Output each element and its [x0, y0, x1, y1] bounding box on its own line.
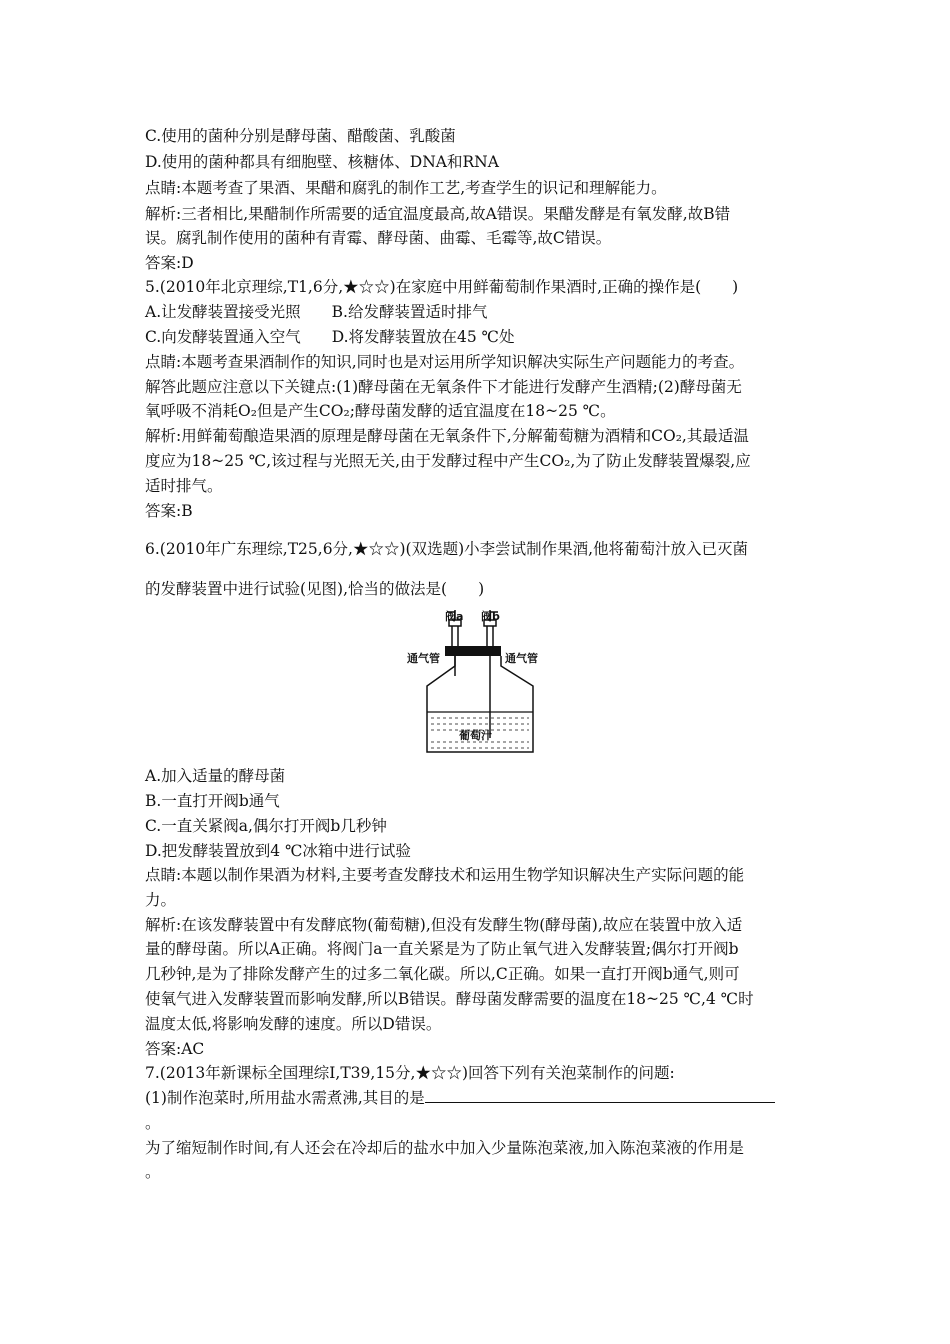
question-5-stem: 5.(2010年北京理综,T1,6分,★☆☆)在家庭中用鲜葡萄制作果酒时,正确的操作是( ) [145, 278, 739, 296]
text-line: 适时排气。 [145, 477, 223, 495]
text-line: 使氧气进入发酵装置而影响发酵,所以B错误。酵母菌发酵需要的温度在18~25 ℃,4 ℃时 [145, 990, 754, 1008]
question-7-stem: 7.(2013年新课标全国理综Ⅰ,T39,15分,★☆☆)回答下列有关泡菜制作的问题: [145, 1064, 675, 1082]
label-tube-left: 通气管 [407, 652, 440, 665]
question-6-option-a: A.加入适量的酵母菌 [145, 767, 286, 785]
text-line: D.使用的菌种都具有细胞壁、核糖体、DNA和RNA [145, 153, 499, 171]
question-6-stem: 6.(2010年广东理综,T25,6分,★☆☆)(双选题)小李尝试制作果酒,他将葡萄汁放入已灭菌 [145, 540, 749, 558]
text-line: 温度太低,将影响发酵的速度。所以D错误。 [145, 1015, 442, 1033]
text-line: 。 [145, 1114, 161, 1132]
question-7-part-1-text: (1)制作泡菜时,所用盐水需煮沸,其目的是 [145, 1089, 425, 1107]
text-line: 解答此题应注意以下关键点:(1)酵母菌在无氧条件下才能进行发酵产生酒精;(2)酵母菌无 [145, 378, 742, 396]
label-valve-a: 阀a [445, 610, 464, 623]
answer-line: 答案:AC [145, 1040, 205, 1058]
fermentation-apparatus-figure [405, 608, 555, 758]
question-5-options-cd: C.向发酵装置通入空气 D.将发酵装置放在45 ℃处 [145, 328, 515, 346]
question-6-stem-cont: 的发酵装置中进行试验(见图),恰当的做法是( ) [145, 580, 485, 598]
question-7-part-1 [145, 1088, 815, 1108]
text-line: 度应为18~25 ℃,该过程与光照无关,由于发酵过程中产生CO₂,为了防止发酵装置爆裂,应 [145, 452, 751, 470]
text-line: C.使用的菌种分别是酵母菌、醋酸菌、乳酸菌 [145, 127, 456, 145]
text-line: 点睛:本题以制作果酒为材料,主要考查发酵技术和运用生物学知识解决生产实际问题的能 [145, 866, 745, 884]
question-6-option-b: B.一直打开阀b通气 [145, 792, 280, 810]
question-6-option-d: D.把发酵装置放到4 ℃冰箱中进行试验 [145, 842, 411, 860]
text-line: 误。腐乳制作使用的菌种有青霉、酵母菌、曲霉、毛霉等,故C错误。 [145, 229, 612, 247]
text-line: 几秒钟,是为了排除发酵产生的过多二氧化碳。所以,C正确。如果一直打开阀b通气,则可 [145, 965, 740, 983]
text-line: 量的酵母菌。所以A正确。将阀门a一直关紧是为了防止氧气进入发酵装置;偶尔打开阀b [145, 940, 739, 958]
question-5-options-ab: A.让发酵装置接受光照 B.给发酵装置适时排气 [145, 303, 488, 321]
label-tube-right: 通气管 [505, 652, 538, 665]
text-line: 解析:用鲜葡萄酿造果酒的原理是酵母菌在无氧条件下,分解葡萄糖为酒精和CO₂,其最适温 [145, 427, 749, 445]
question-6-option-c: C.一直关紧阀a,偶尔打开阀b几秒钟 [145, 817, 387, 835]
text-line: 解析:三者相比,果醋制作所需要的适宜温度最高,故A错误。果醋发酵是有氧发酵,故B错 [145, 205, 731, 223]
text-line: 点睛:本题考查果酒制作的知识,同时也是对运用所学知识解决实际生产问题能力的考查。 [145, 353, 745, 371]
text-line: 力。 [145, 891, 177, 909]
text-line: 氧呼吸不消耗O₂但是产生CO₂;酵母菌发酵的适宜温度在18~25 ℃。 [145, 402, 616, 420]
label-valve-b: 阀b [481, 610, 500, 623]
answer-line: 答案:B [145, 502, 193, 520]
text-line: 点睛:本题考查了果酒、果醋和腐乳的制作工艺,考查学生的识记和理解能力。 [145, 179, 667, 197]
text-line: 为了缩短制作时间,有人还会在冷却后的盐水中加入少量陈泡菜液,加入陈泡菜液的作用是 [145, 1139, 744, 1157]
text-line: 解析:在该发酵装置中有发酵底物(葡萄糖),但没有发酵生物(酵母菌),故应在装置中放入适 [145, 916, 743, 934]
text-line: 。 [145, 1163, 161, 1181]
answer-line: 答案:D [145, 254, 194, 272]
answer-blank[interactable] [425, 1088, 775, 1103]
label-juice: 葡萄汁 [459, 729, 492, 742]
